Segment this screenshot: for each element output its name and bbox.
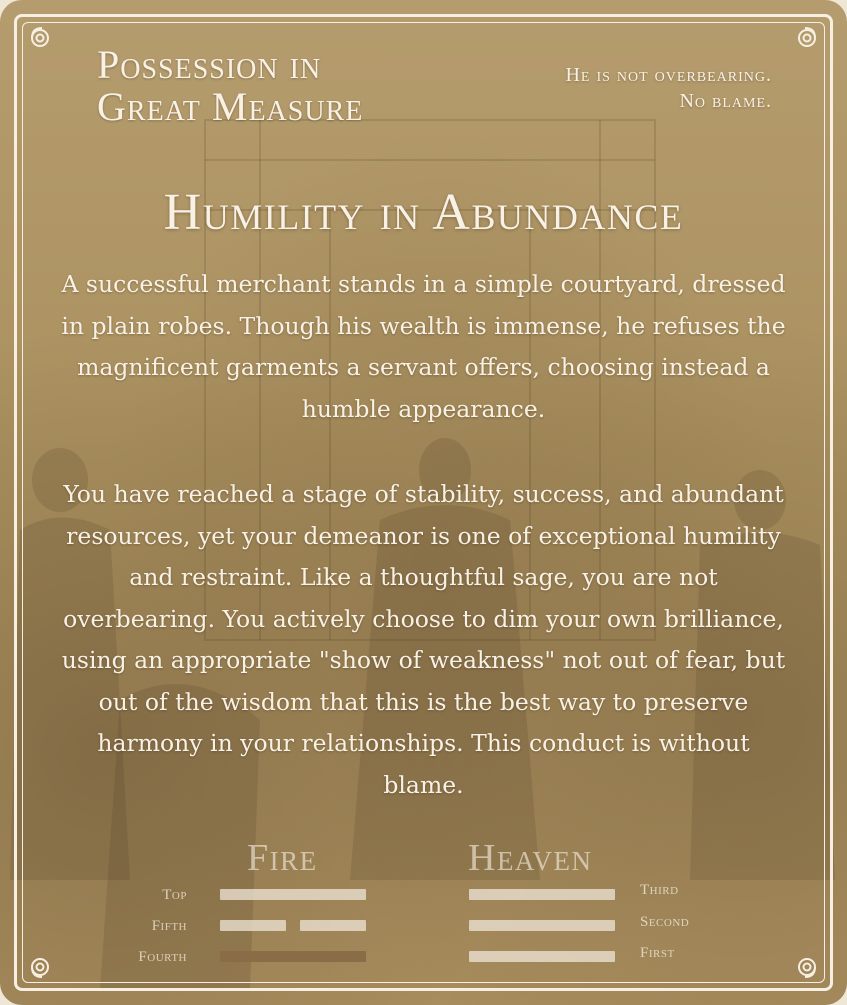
line-text <box>565 62 772 114</box>
line-label-second: Second <box>640 914 690 930</box>
card-title: Humility in Abundance <box>163 184 684 241</box>
trigram-line-solid <box>220 889 366 900</box>
line-label-third: Third <box>640 882 679 898</box>
line-label-fifth: Fifth <box>151 918 187 934</box>
line-text-1: He is not overbearing. <box>565 64 772 86</box>
interpretation-text: You have reached a stage of stability, success, and abundant resources, yet your demeanor is one of exceptional humility and restraint. Like a thoughtful sage, you are not overbearing. You actively choose to dim your own brilliance, using an appropriate "show of weakness" not out of fear, but out of the wisdom that this is the best way to preserve harmony in your relationships. This conduct is without blame. <box>61 480 786 799</box>
trigram-line-solid <box>469 951 615 962</box>
trigram-line-solid <box>469 920 615 931</box>
trigram-line-broken-segment <box>220 920 286 931</box>
image-description: A successful merchant stands in a simple courtyard, dressed in plain robes. Though his wealth is immense, he refuses the magnificent garments a servant offers, choosing instead a humble appearance. <box>61 270 786 423</box>
line-label-first: First <box>640 945 675 961</box>
corner-ornament-icon <box>22 945 62 985</box>
line-label-top: Top <box>162 887 187 903</box>
trigram-line-broken-segment <box>300 920 366 931</box>
line-label-fourth: Fourth <box>138 949 187 965</box>
lower-trigram-name: Fire <box>247 837 318 879</box>
corner-ornament-icon <box>785 20 825 60</box>
line-text-2: No blame. <box>679 90 772 112</box>
hexagram-name-line2: Great Measure <box>97 84 364 129</box>
hexagram-name-line1: Possession in <box>97 42 322 87</box>
upper-trigram-name: Heaven <box>468 837 593 879</box>
corner-ornament-icon <box>785 945 825 985</box>
hexagram-name <box>97 44 363 128</box>
trigram-line-solid <box>469 889 615 900</box>
trigram-line-solid <box>220 951 366 962</box>
corner-ornament-icon <box>22 20 62 60</box>
